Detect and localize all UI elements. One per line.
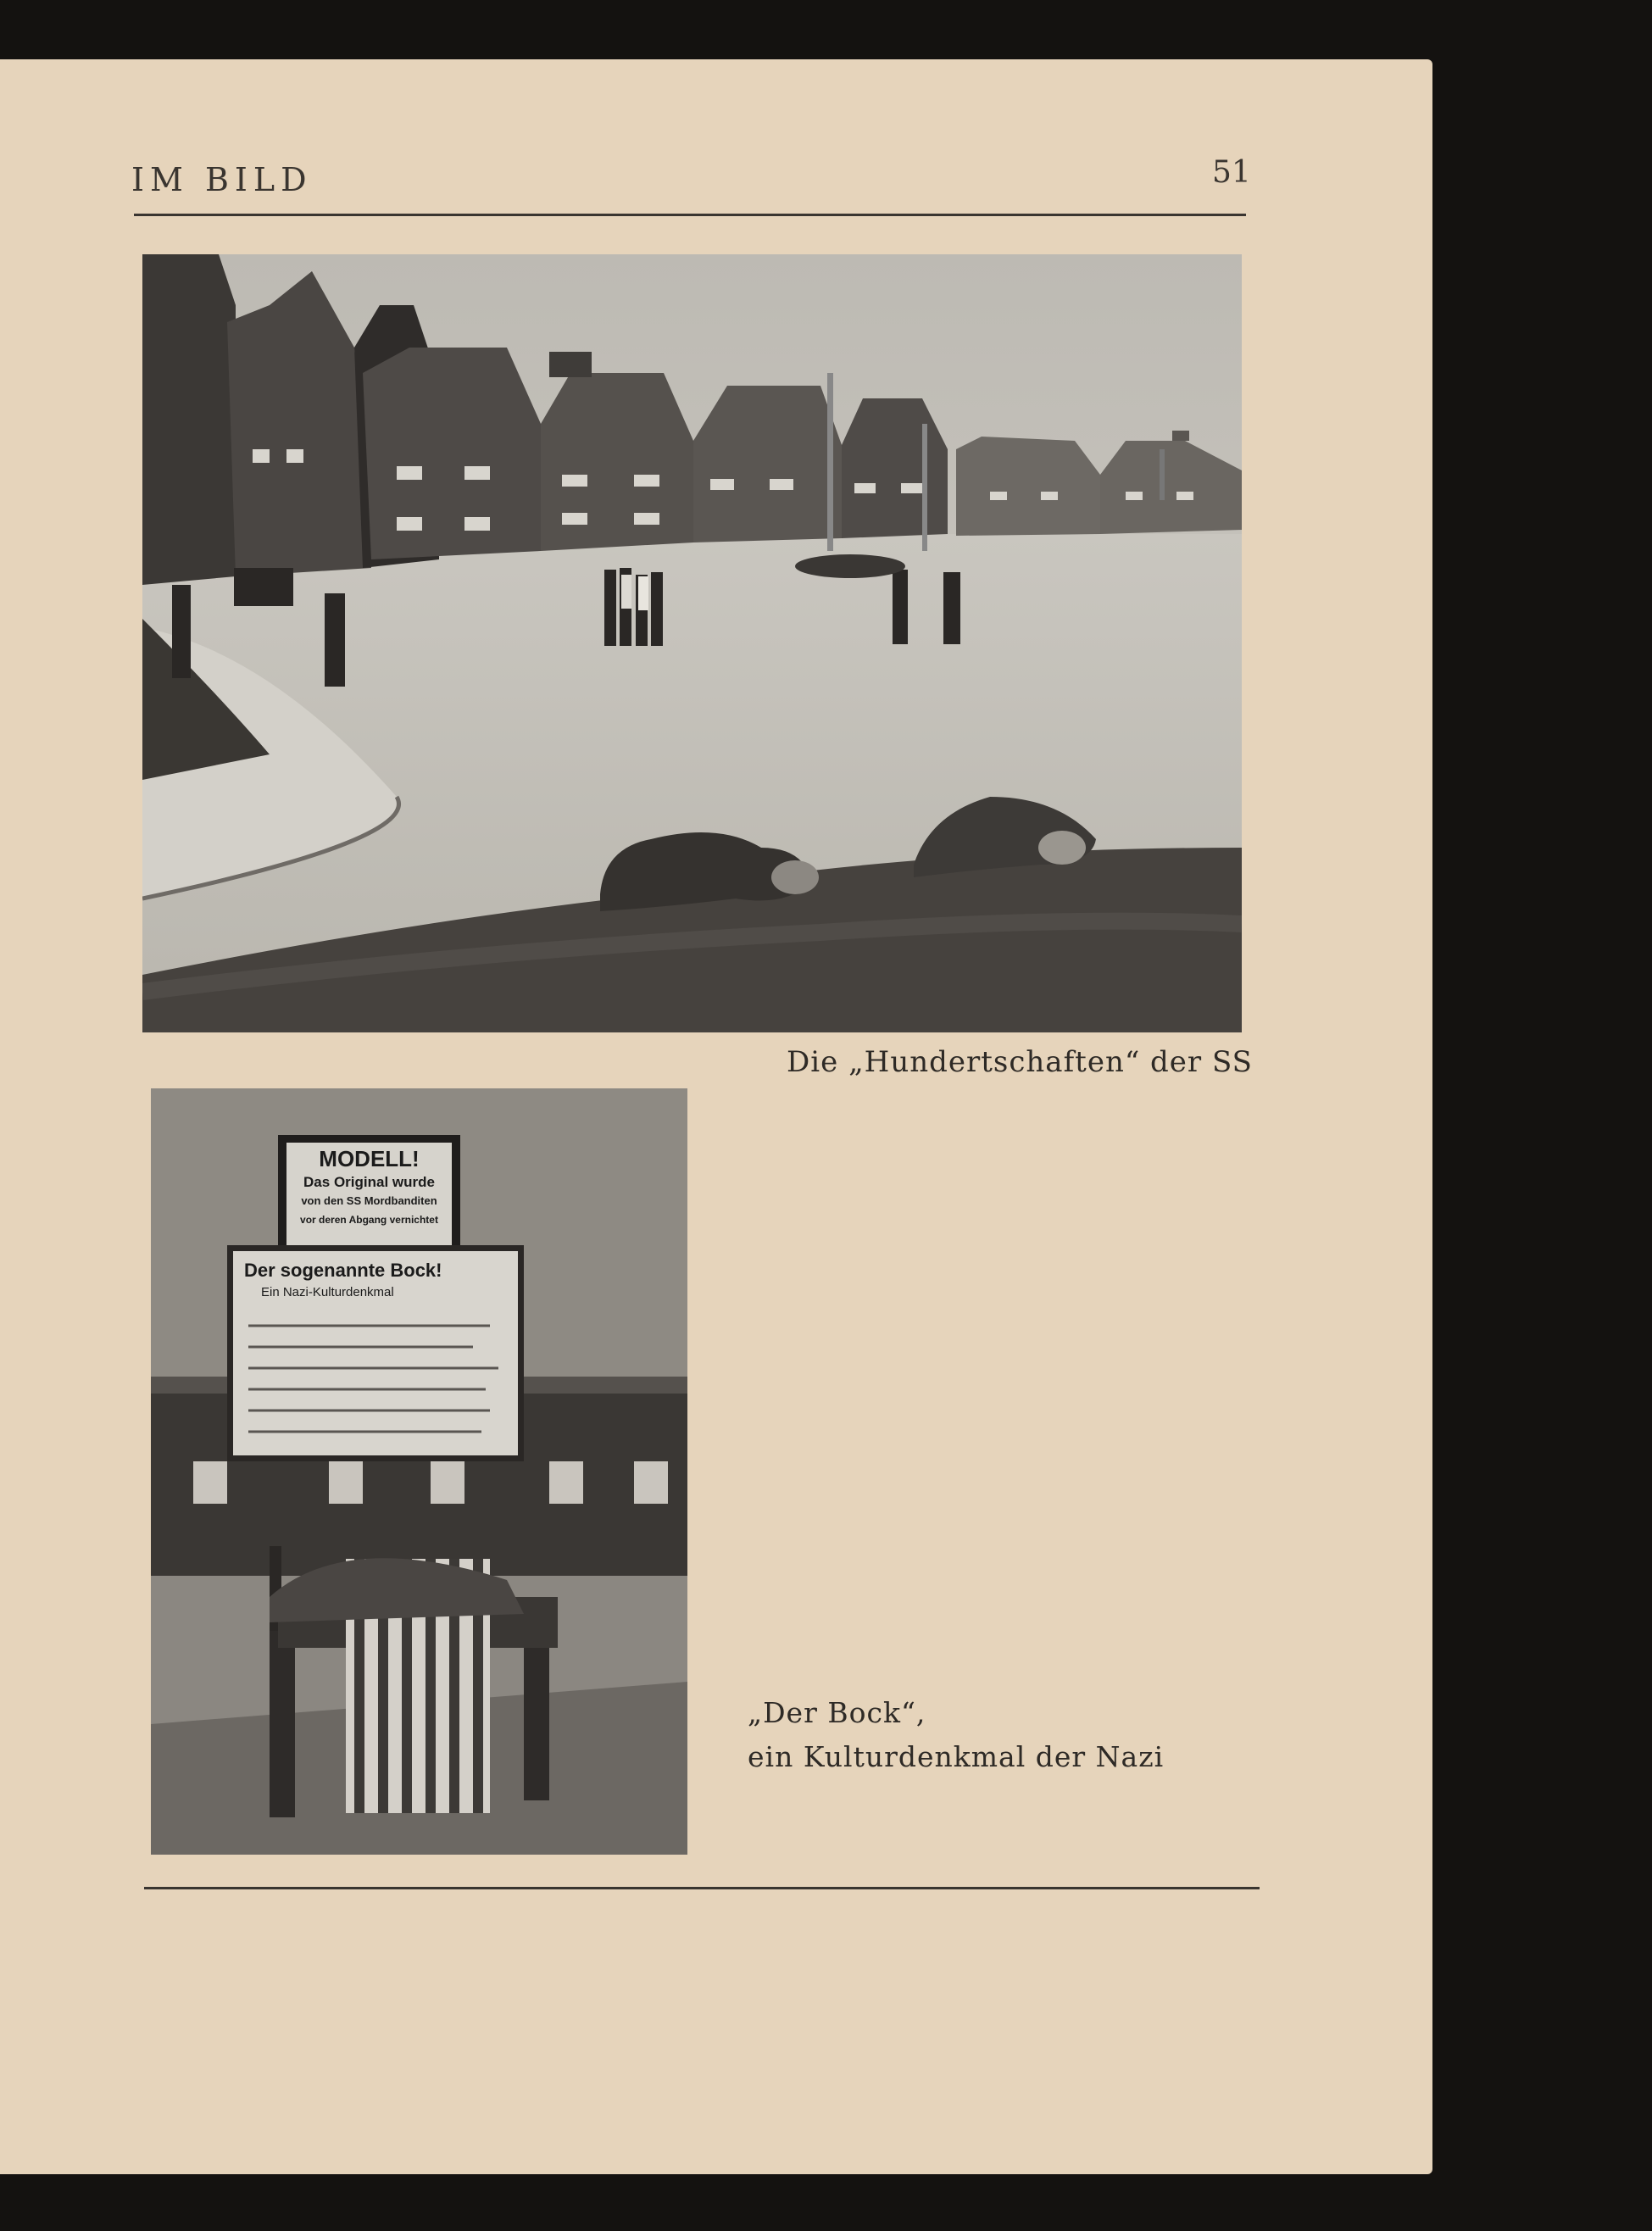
page-number: 51	[1212, 155, 1251, 190]
sign-main-title: Der sogenannte Bock!	[244, 1260, 442, 1281]
sign-main	[244, 1258, 515, 1302]
caption-photo-2-line-1: „Der Bock“,	[748, 1696, 926, 1729]
photo-camp-square	[142, 254, 1242, 1032]
sign-top-line-4: vor deren Abgang vernichtet	[300, 1214, 438, 1226]
header-rule	[134, 214, 1246, 216]
sign-top-line-2: Das Original wurde	[303, 1174, 435, 1190]
sign-top	[286, 1144, 452, 1229]
sign-top-line-3: von den SS Mordbanditen	[301, 1194, 437, 1207]
caption-photo-1: Die „Hundertschaften“ der SS	[787, 1045, 1253, 1079]
photo-der-bock	[151, 1088, 687, 1855]
caption-photo-2	[748, 1691, 1164, 1779]
sign-top-line-1: MODELL!	[319, 1146, 420, 1171]
caption-photo-2-line-2: ein Kulturdenkmal der Nazi	[748, 1740, 1165, 1773]
sign-main-subtitle: Ein Nazi-Kulturdenkmal	[261, 1285, 394, 1299]
footer-rule	[144, 1887, 1260, 1889]
section-title: IM BILD	[131, 161, 313, 198]
